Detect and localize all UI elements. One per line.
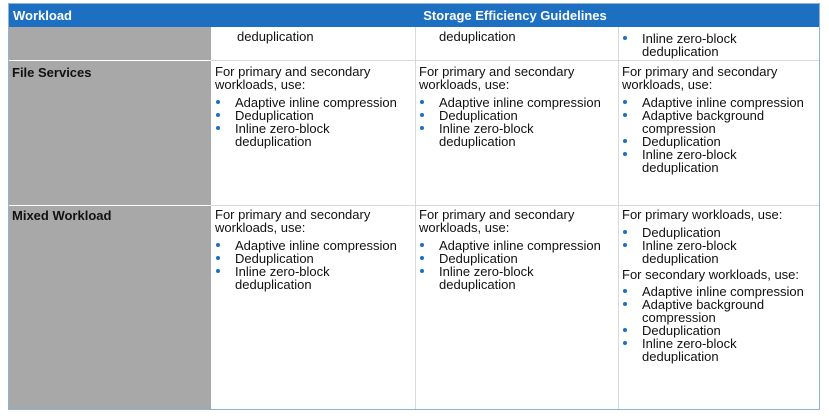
bullet-icon [216,256,220,260]
row-label-mixed-workload: Mixed Workload [12,208,112,223]
list-item: Adaptive inline compression [215,96,405,109]
list-item: Deduplication [419,252,609,265]
list-item: Inline zero-block deduplication [215,265,405,291]
list-item: Adaptive background compression [622,109,812,135]
bullet-icon [623,289,627,293]
table-header [9,4,819,27]
bullet-icon [216,113,220,117]
bullet-icon [623,152,627,156]
column-separator [415,27,416,409]
bullet-icon [216,100,220,104]
table-cell: For primary workloads, use: Deduplication Inline zero-block deduplication For secondary workloads, use: Adaptive inline compression Adaptive background compression Deduplication Inline zero-block deduplication [622,208,812,363]
bullet-icon [420,100,424,104]
cell-text: deduplication [439,29,516,44]
bullet-icon [623,113,627,117]
table-cell: For primary and secondary workloads, use: Adaptive inline compression Deduplication Inline zero-block deduplication [215,208,405,291]
list-item: Inline zero-block deduplication [419,122,609,148]
row-separator [211,60,819,61]
table-cell: For primary and secondary workloads, use: Adaptive inline compression Deduplication Inline zero-block deduplication [419,208,609,291]
bullet-icon [623,302,627,306]
bullet-icon [216,243,220,247]
bullet-icon [216,269,220,273]
row-separator [211,205,819,206]
list-item: Deduplication [622,135,812,148]
bullet-icon [420,269,424,273]
column-separator [618,27,619,409]
bullet-icon [420,256,424,260]
bullet-icon [420,243,424,247]
list-item: Inline zero-block deduplication [419,265,609,291]
bullet-icon [623,100,627,104]
row-label-file-services: File Services [12,65,92,80]
list-item: Adaptive inline compression [622,285,812,298]
list-item: Inline zero-block deduplication [622,148,812,174]
bullet-icon [216,126,220,130]
list-item: Adaptive inline compression [215,239,405,252]
list-item: Adaptive inline compression [419,239,609,252]
list-item: Deduplication [215,252,405,265]
header-workload: Workload [13,8,72,23]
table-cell [237,30,427,43]
table-cell: For primary and secondary workloads, use: Adaptive inline compression Deduplication Inline zero-block deduplication [419,65,609,148]
bullet-icon [623,36,627,40]
table-cell: For primary and secondary workloads, use: Adaptive inline compression Deduplication Inline zero-block deduplication [215,65,405,148]
list-item: Deduplication [215,109,405,122]
list-item: Adaptive inline compression [419,96,609,109]
table-cell [622,32,812,58]
bullet-icon [420,113,424,117]
list-item: Inline zero-block deduplication [622,337,812,363]
guidelines-table [8,3,820,410]
bullet-icon [623,243,627,247]
list-item: Adaptive background compression [622,298,812,324]
cell-text: deduplication [237,29,314,44]
list-item: Inline zero-block deduplication [215,122,405,148]
list-item: Inline zero-block deduplication [622,239,812,265]
list-item: Deduplication [622,324,812,337]
list-item: Deduplication [419,109,609,122]
bullet-icon [623,341,627,345]
bullet-icon [623,139,627,143]
cell-text: deduplication [642,44,719,59]
bullet-icon [420,126,424,130]
table-cell: For primary and secondary workloads, use: Adaptive inline compression Adaptive background compression Deduplication Inline zero-block deduplication [622,65,812,174]
table-cell [439,30,629,43]
bullet-icon [623,230,627,234]
header-guidelines: Storage Efficiency Guidelines [423,8,607,23]
bullet-icon [623,328,627,332]
list-item: Deduplication [622,226,812,239]
list-item: Adaptive inline compression [622,96,812,109]
list-item: Inline zero-block [622,32,812,45]
